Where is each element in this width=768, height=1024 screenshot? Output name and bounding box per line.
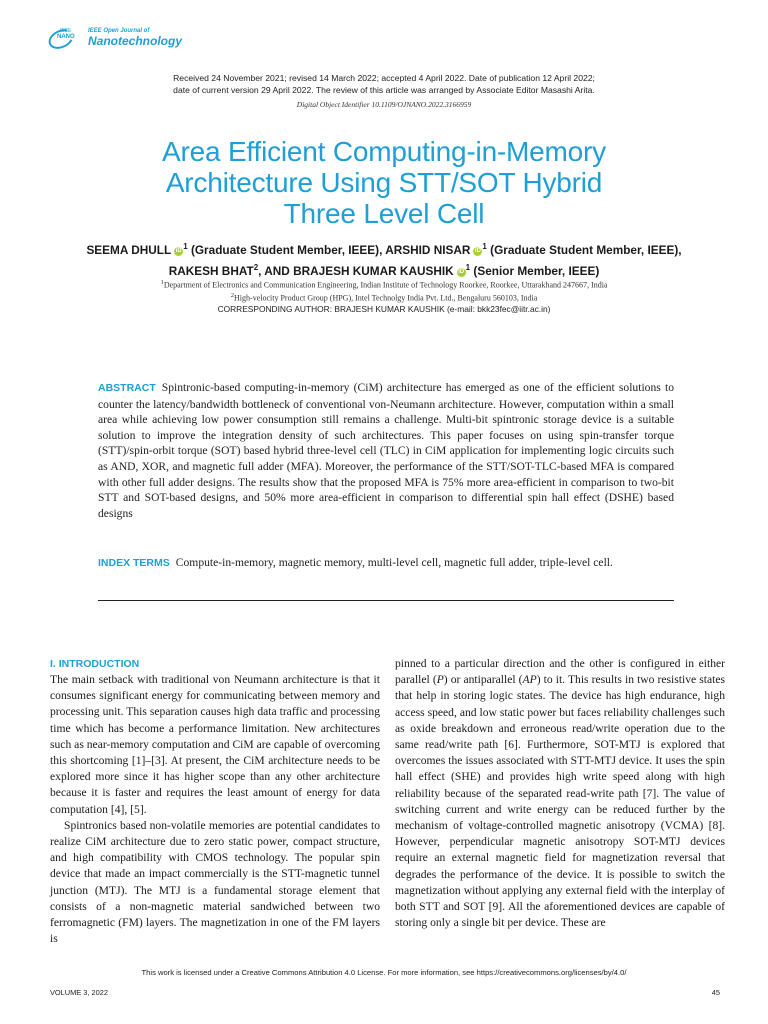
doi: Digital Object Identifier 10.1109/OJNANO.2022.3166959 — [296, 100, 472, 109]
author-list: SEEMA DHULL iD $^1$ (Graduate Student Member, IEEE), ARSHID NISAR iD $^1$ (Graduate Student Member, IEEE), RAKESH BHAT$^2$, AND BRAJESH KUMAR KAUSHIK iD $^1$ (Senior Member, IEEE) — [86, 242, 682, 278]
journal-name-prefix: IEEE Open Journal of — [88, 27, 150, 34]
paragraph: The main setback with traditional von Neumann architecture is that it consumes significant energy for communicating between memory and processing unit. This separation causes high data traffic and processing time which has become a performance limitation. New architectures such as near-memory computation and CiM are capable of overcoming this shortcoming [1]–[3]. At present, the CiM architecture needs to be explored more since it has higher scope than any other architecture because it is faster and requires the least amount of energy for data computation [4], [5]. — [50, 673, 380, 816]
index-terms-label: INDEX TERMS — [98, 557, 170, 569]
orcid-icon[interactable]: iD — [474, 247, 481, 254]
page-number: 45 — [711, 988, 720, 997]
section-heading: I. INTRODUCTION — [50, 658, 140, 670]
author-name: ARSHID NISAR — [385, 242, 471, 257]
abstract — [98, 380, 674, 521]
paragraph: Spintronics based non-volatile memories are potential candidates to realize CiM architecture due to zero static power, compact structure, and high compatibility with CMOS technology. The popular spin device that made an impact commercially is the STT-magnetic tunnel junction (MTJ). The MTJ is a fundamental storage element that consists of a non-magnetic material sandwiched between two ferromagnetic (FM) layers. The magnetization in one of the FM layers is — [50, 818, 380, 946]
body-column-left — [50, 656, 380, 947]
abstract-text: Spintronic-based computing-in-memory (CiM) architecture has emerged as one of the efficient solutions to counter the latency/bandwidth bottleneck of conventional von-Neumann architecture. However, computation within a small area while achieving low power consumption still remains a challenge. Multi-bit spintronic storage device is a suitable solution to improve the integration density of such architectures. This paper focuses on using spin-transfer torque (STT)/spin-orbit torque (SOT) based hybrid three-level cell (TLC) in CiM application for implementing logic circuits such as AND, XOR, and magnetic full adder (MFA). Moreover, the performance of the STT/SOT-TLC-based MFA is compared with other full adder designs. The results show that the proposed MFA is 75% more area-efficient in comparison to two-bit STT and SOT-based designs, and 50% more area-efficient in comparison to differential spin hall effect (DSHE) based designs — [98, 381, 674, 520]
volume-info: VOLUME 3, 2022 — [50, 988, 108, 997]
paragraph: pinned to a particular direction and the other is configured in either parallel (P) or antiparallel (AP) to it. This results in two resistive states that help in storing logic states. The device has high endurance, high access speed, and low static power but faces reliability challenges such as oxide breakdown and erroneous read/write operation due to the same read/write path [6]. Furthermore, SOT-MTJ is explored that overcomes the issues associated with STT-MTJ device. It uses the spin hall effect (SHE) and provides high write speed along with high reliability because of the separated read-write path [7]. The value of switching current and write energy can be reduced further by the mechanism of voltage-controlled magnetic anisotropy (VCMA) [8]. However, perpendicular magnetic anisotropy SOT-MTJ devices require an external magnetic field for magnetization reversal that degrades the performance of the device. It is possible to switch the magnetization without applying any external field with the interplay of both STT and SOT [9]. All the aforementioned devices are capable of storing only a single bit per device. These are — [395, 657, 725, 930]
divider — [98, 600, 674, 601]
author-name: RAKESH BHAT — [168, 263, 254, 278]
affiliations: $^1$Department of Electronics and Communication Engineering, Indian Institute of Technology Roorkee, Roorkee, Uttarakhand 247667, India $^2$High-velocity Product Group (HPG), Intel Technolgy India Pvt. Ltd., Bengaluru 560103, India — [160, 279, 608, 303]
index-terms-text: Compute-in-memory, magnetic memory, multi-level cell, magnetic full adder, triple-level cell. — [175, 556, 613, 569]
journal-logo: IEEE NANO — [46, 26, 76, 48]
abstract-label: ABSTRACT — [98, 382, 156, 394]
index-terms — [98, 555, 674, 572]
paper-title: Area Efficient Computing-in-Memory Architecture Using STT/SOT Hybrid Three Level Cell — [162, 136, 606, 229]
journal-header — [46, 24, 182, 50]
body-column-right — [395, 656, 725, 931]
journal-name: Nanotechnology — [88, 33, 183, 48]
license-notice: This work is licensed under a Creative Commons Attribution 4.0 License. For more information, see https://creativecommons.org/licenses/by/4.0/ — [141, 968, 627, 977]
author-name: BRAJESH KUMAR KAUSHIK — [293, 263, 454, 278]
author-name: SEEMA DHULL — [86, 242, 172, 257]
corresponding-author: CORRESPONDING AUTHOR: BRAJESH KUMAR KAUSHIK (e-mail: bkk23fec@iitr.ac.in) — [217, 304, 551, 314]
orcid-icon[interactable]: iD — [458, 268, 465, 275]
orcid-icon[interactable]: iD — [175, 247, 182, 254]
received-dates: Received 24 November 2021; revised 14 March 2022; accepted 4 April 2022. Date of publication 12 April 2022; date of current version 29 April 2022. The review of this article was arranged by Associate Editor Masashi Arita. — [173, 73, 595, 95]
